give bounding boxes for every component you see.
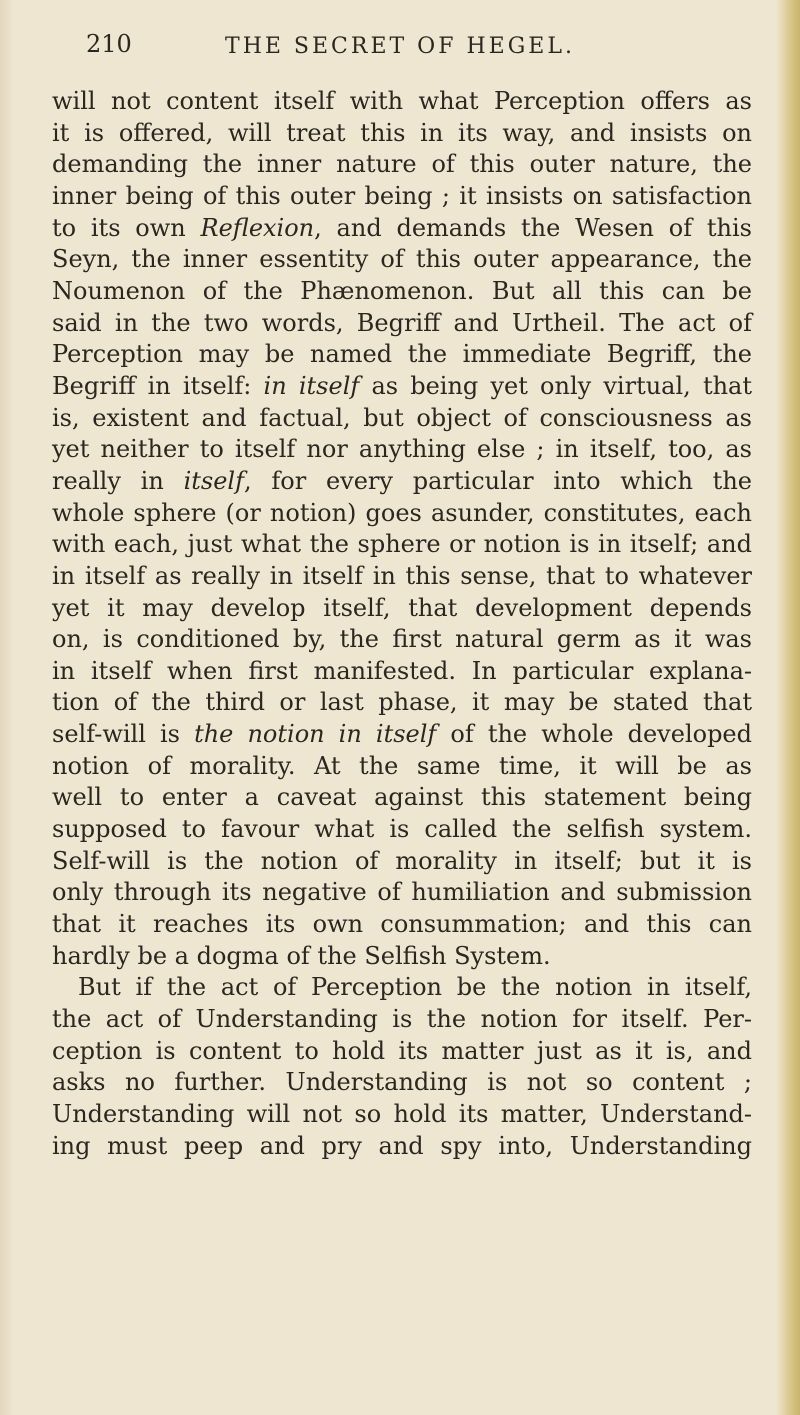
text-segment: as being yet only virtual, that xyxy=(359,371,753,400)
text-segment: whole sphere (or notion) goes asunder, constitutes, each xyxy=(52,498,752,527)
text-line xyxy=(52,529,752,561)
text-line xyxy=(52,624,752,656)
text-line xyxy=(52,434,752,466)
text-line xyxy=(52,656,752,688)
italic-text: Reflexion xyxy=(200,213,315,242)
text-segment: Self-will is the notion of morality in itself; but it is xyxy=(52,846,752,875)
text-line xyxy=(52,466,752,498)
text-segment: said in the two words, Begriff and Urtheil. The act of xyxy=(52,308,752,337)
text-segment: it is offered, will treat this in its way, and insists on xyxy=(52,118,752,147)
text-line xyxy=(52,1067,752,1099)
text-segment: yet it may develop itself, that development depends xyxy=(52,593,752,622)
text-segment: ing must peep and pry and spy into, Understanding xyxy=(52,1131,752,1160)
text-line xyxy=(52,276,752,308)
text-segment: demanding the inner nature of this outer nature, the xyxy=(52,150,752,179)
text-segment: the act of Understanding is the notion for itself. Per- xyxy=(52,1005,752,1034)
text-segment: , and demands the Wesen of this xyxy=(314,213,752,242)
text-segment: in itself when first manifested. In particular explana- xyxy=(52,656,752,685)
running-title: THE SECRET OF HEGEL. xyxy=(225,34,575,59)
text-line xyxy=(52,339,752,371)
text-segment: Begriff in itself: xyxy=(52,371,264,400)
text-segment: ception is content to hold its matter just as it is, and xyxy=(52,1036,752,1065)
text-segment: in itself as really in itself in this sense, that to whatever xyxy=(52,561,752,590)
text-line xyxy=(52,86,752,118)
text-segment: to its own xyxy=(52,213,201,242)
text-segment: is, existent and factual, but object of consciousness as xyxy=(52,403,752,432)
text-line xyxy=(52,308,752,340)
text-segment: tion of the third or last phase, it may be stated that xyxy=(52,688,752,717)
text-line xyxy=(52,687,752,719)
text-segment: hardly be a dogma of the Selfish System. xyxy=(52,941,551,970)
text-line xyxy=(52,403,752,435)
page-edge-discoloration xyxy=(776,0,800,1415)
italic-text: itself xyxy=(183,466,244,495)
text-line xyxy=(52,972,752,1004)
text-segment: But if the act of Perception be the notion in itself, xyxy=(78,973,752,1002)
text-line xyxy=(52,593,752,625)
text-segment: well to enter a caveat against this statement being xyxy=(52,783,752,812)
italic-text: the notion in itself xyxy=(194,720,437,749)
text-line xyxy=(52,213,752,245)
text-segment: Seyn, the inner essentity of this outer appearance, the xyxy=(52,245,752,274)
text-segment: of the whole developed xyxy=(436,720,753,749)
text-line xyxy=(52,1131,752,1163)
text-segment: Perception may be named the immediate Begriff, the xyxy=(52,340,752,369)
text-line xyxy=(52,244,752,276)
text-line xyxy=(52,371,752,403)
text-line xyxy=(52,561,752,593)
text-segment: asks no further. Understanding is not so content ; xyxy=(52,1068,752,1097)
text-segment: will not content itself with what Perception offers as xyxy=(52,87,752,115)
text-line xyxy=(52,149,752,181)
text-line xyxy=(52,846,752,878)
text-segment: that it reaches its own consummation; and this can xyxy=(52,910,752,939)
text-segment: yet neither to itself nor anything else ; in itself, too, as xyxy=(52,435,752,464)
text-line xyxy=(52,751,752,783)
text-line xyxy=(52,1036,752,1068)
text-line xyxy=(52,1099,752,1131)
text-segment: supposed to favour what is called the selfish system. xyxy=(52,815,752,844)
text-segment: really in xyxy=(52,466,184,495)
page-gutter-shadow xyxy=(0,0,14,1415)
text-line xyxy=(52,877,752,909)
text-segment: with each, just what the sphere or notion is in itself; and xyxy=(52,530,752,559)
text-line xyxy=(52,719,752,751)
text-segment: , for every particular into which the xyxy=(243,466,752,495)
text-line xyxy=(52,814,752,846)
text-line xyxy=(52,181,752,213)
body-text xyxy=(52,86,752,1162)
italic-text: in itself xyxy=(263,371,360,400)
text-segment: self-will is xyxy=(52,720,195,749)
text-line xyxy=(52,498,752,530)
text-segment: only through its negative of humiliation and submission xyxy=(52,878,752,907)
text-line xyxy=(52,909,752,941)
text-segment: notion of morality. At the same time, it will be as xyxy=(52,751,752,780)
text-line xyxy=(52,782,752,814)
text-line xyxy=(52,941,752,973)
text-segment: Noumenon of the Phænomenon. But all this can be xyxy=(52,276,752,305)
text-line xyxy=(52,1004,752,1036)
text-segment: on, is conditioned by, the first natural germ as it was xyxy=(52,625,752,654)
page-number: 210 xyxy=(86,30,132,58)
text-segment: inner being of this outer being ; it insists on satisfaction xyxy=(52,181,752,210)
text-line xyxy=(52,118,752,150)
text-segment: Understanding will not so hold its matter, Understand- xyxy=(52,1100,752,1128)
